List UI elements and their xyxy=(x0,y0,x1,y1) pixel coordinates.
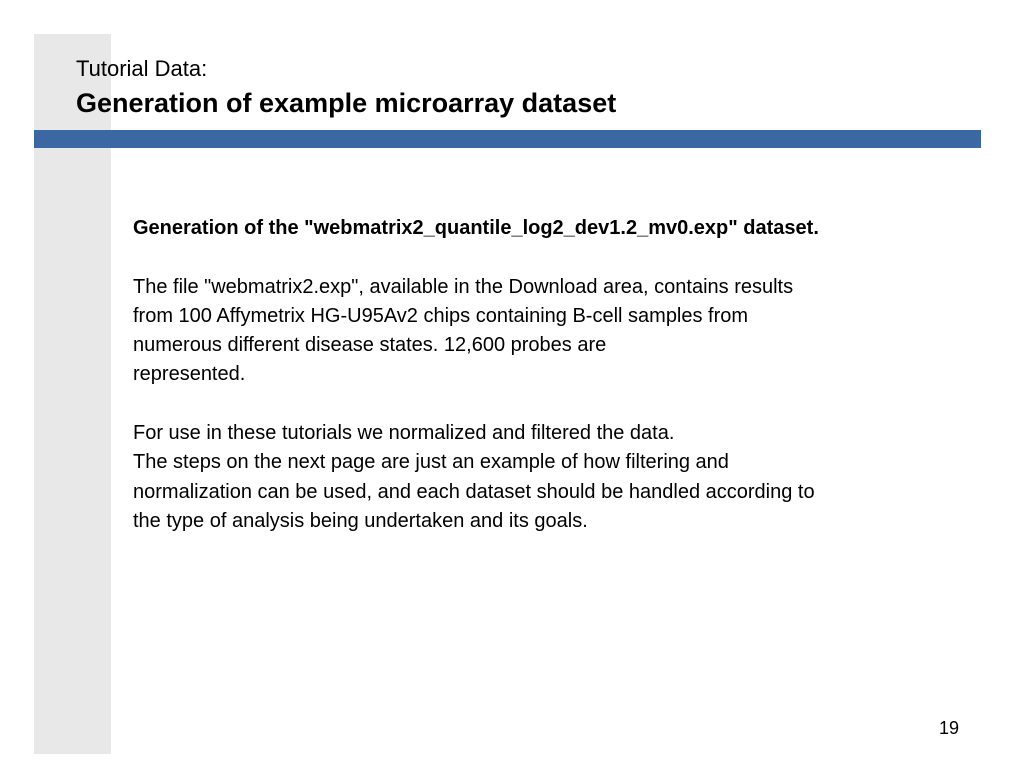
paragraph-line: For use in these tutorials we normalized and filtered the data. xyxy=(133,422,675,445)
title-underline-bar xyxy=(34,130,981,148)
spacer xyxy=(133,243,993,272)
page-number: 19 xyxy=(939,718,960,738)
paragraph-line: from 100 Affymetrix HG-U95Av2 chips containing B-cell samples from xyxy=(133,304,749,327)
paragraph-line: normalization can be used, and each dataset should be handled according to xyxy=(133,480,815,503)
paragraph-line: numerous different disease states. 12,600 probes are xyxy=(133,334,607,357)
slide-title: Generation of example microarray dataset xyxy=(76,88,617,118)
slide-subtitle: Tutorial Data: xyxy=(76,56,208,81)
spacer xyxy=(133,390,993,419)
slide-body xyxy=(133,214,993,536)
paragraph-file-description xyxy=(133,273,993,390)
paragraph-line: the type of analysis being undertaken and its goals. xyxy=(133,509,588,532)
paragraph-normalization-note xyxy=(133,419,993,536)
body-heading: Generation of the "webmatrix2_quantile_log2_dev1.2_mv0.exp" dataset. xyxy=(133,217,819,239)
paragraph-line: The steps on the next page are just an example of how filtering and xyxy=(133,451,729,474)
paragraph-line: represented. xyxy=(133,363,246,386)
paragraph-line: The file "webmatrix2.exp", available in the Download area, contains results xyxy=(133,275,794,298)
